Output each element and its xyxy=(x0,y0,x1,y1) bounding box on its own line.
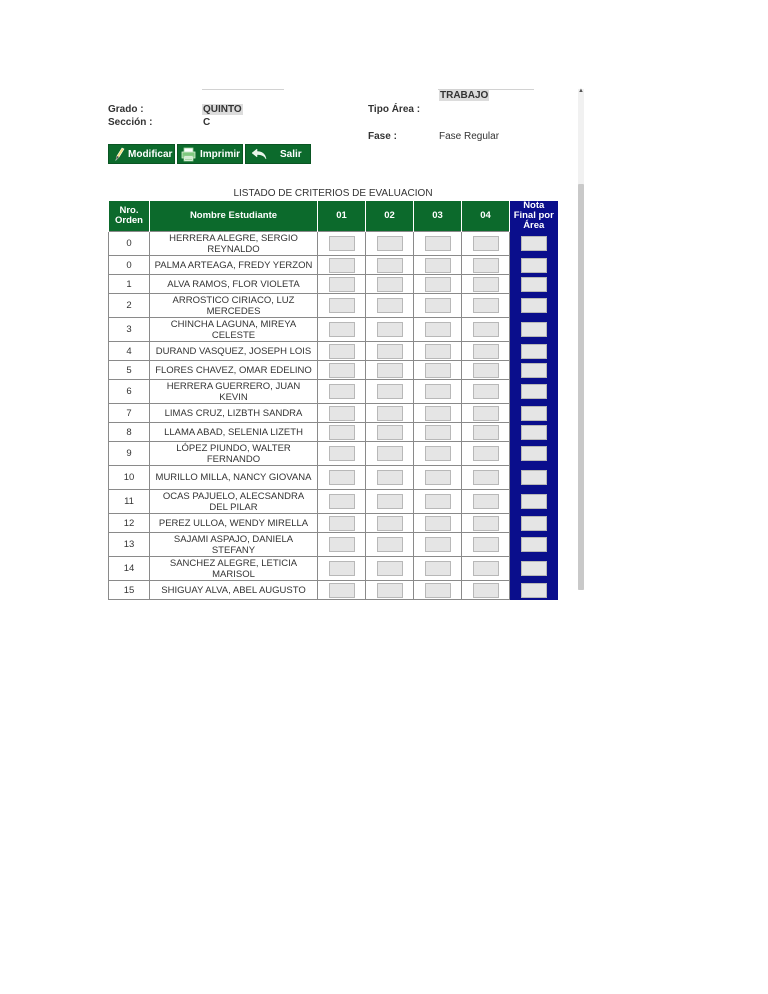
criterio-03-input[interactable] xyxy=(425,298,451,313)
criterio-04-input[interactable] xyxy=(473,406,499,421)
col-criterio-04-header: 04 xyxy=(462,201,510,232)
criterio-02-cell xyxy=(366,533,414,557)
nota-final-input[interactable] xyxy=(521,344,547,359)
criterio-04-cell xyxy=(462,423,510,442)
col-nota-final-header: Nota Final por Área xyxy=(510,201,558,232)
criterio-01-input[interactable] xyxy=(329,561,355,576)
criterio-03-input[interactable] xyxy=(425,322,451,337)
orden-cell: 15 xyxy=(109,581,150,600)
table-row xyxy=(109,466,558,490)
student-name-cell: SHIGUAY ALVA, ABEL AUGUSTO xyxy=(150,581,318,600)
orden-cell: 7 xyxy=(109,404,150,423)
criterio-04-cell xyxy=(462,557,510,581)
criterio-04-input[interactable] xyxy=(473,236,499,251)
criterio-04-input[interactable] xyxy=(473,363,499,378)
nota-final-cell xyxy=(510,294,558,318)
nota-final-input[interactable] xyxy=(521,298,547,313)
criterio-03-input[interactable] xyxy=(425,446,451,461)
criterio-02-input[interactable] xyxy=(377,516,403,531)
table-row xyxy=(109,275,558,294)
criterio-03-cell xyxy=(414,275,462,294)
criterio-02-input[interactable] xyxy=(377,561,403,576)
criterio-03-cell xyxy=(414,557,462,581)
orden-cell: 0 xyxy=(109,256,150,275)
table-row xyxy=(109,490,558,514)
criterio-03-cell xyxy=(414,380,462,404)
nota-final-input[interactable] xyxy=(521,470,547,485)
nota-final-cell xyxy=(510,490,558,514)
orden-cell: 0 xyxy=(109,232,150,256)
criterio-03-cell xyxy=(414,342,462,361)
orden-cell: 12 xyxy=(109,514,150,533)
table-header-row xyxy=(109,201,558,232)
criterio-02-cell xyxy=(366,361,414,380)
criterio-02-cell xyxy=(366,294,414,318)
student-name-cell: HERRERA ALEGRE, SERGIO REYNALDO xyxy=(150,232,318,256)
criterio-01-input[interactable] xyxy=(329,425,355,440)
col-criterio-03-header: 03 xyxy=(414,201,462,232)
criterio-02-input[interactable] xyxy=(377,446,403,461)
nota-final-cell xyxy=(510,581,558,600)
criterio-01-input[interactable] xyxy=(329,470,355,485)
nota-final-cell xyxy=(510,256,558,275)
evaluation-panel xyxy=(108,84,584,596)
nota-final-cell xyxy=(510,275,558,294)
criterio-01-cell xyxy=(318,490,366,514)
col-nombre-header: Nombre Estudiante xyxy=(150,201,318,232)
criterio-01-cell xyxy=(318,442,366,466)
nota-final-cell xyxy=(510,361,558,380)
criterio-02-cell xyxy=(366,404,414,423)
nota-final-cell xyxy=(510,466,558,490)
criterio-04-input[interactable] xyxy=(473,277,499,292)
criterio-03-input[interactable] xyxy=(425,384,451,399)
tipo-area-label: Tipo Área : xyxy=(368,104,421,115)
student-name-cell: DURAND VASQUEZ, JOSEPH LOIS xyxy=(150,342,318,361)
criterio-03-cell xyxy=(414,581,462,600)
criterio-04-input[interactable] xyxy=(473,561,499,576)
criterio-03-cell xyxy=(414,490,462,514)
criterio-02-input[interactable] xyxy=(377,583,403,598)
student-name-cell: SANCHEZ ALEGRE, LETICIA MARISOL xyxy=(150,557,318,581)
criterio-04-input[interactable] xyxy=(473,344,499,359)
criterio-02-cell xyxy=(366,514,414,533)
student-name-cell: HERRERA GUERRERO, JUAN KEVIN xyxy=(150,380,318,404)
criterio-01-cell xyxy=(318,514,366,533)
criterio-01-input[interactable] xyxy=(329,583,355,598)
table-row xyxy=(109,232,558,256)
criterio-01-cell xyxy=(318,232,366,256)
criterio-01-cell xyxy=(318,466,366,490)
criterio-04-cell xyxy=(462,232,510,256)
grado-value: QUINTO xyxy=(203,104,242,115)
criterio-02-input[interactable] xyxy=(377,470,403,485)
criterio-02-cell xyxy=(366,256,414,275)
nota-final-input[interactable] xyxy=(521,583,547,598)
criterio-01-cell xyxy=(318,318,366,342)
table-row xyxy=(109,294,558,318)
criterio-04-cell xyxy=(462,442,510,466)
criterio-01-input[interactable] xyxy=(329,406,355,421)
criterio-04-cell xyxy=(462,581,510,600)
nota-final-cell xyxy=(510,342,558,361)
table-caption: LISTADO DE CRITERIOS DE EVALUACION xyxy=(233,188,433,199)
criterio-04-cell xyxy=(462,490,510,514)
modificar-label: Modificar xyxy=(128,148,173,160)
criterio-01-cell xyxy=(318,275,366,294)
criterio-01-cell xyxy=(318,294,366,318)
criterio-02-input[interactable] xyxy=(377,258,403,273)
orden-cell: 8 xyxy=(109,423,150,442)
criterio-03-cell xyxy=(414,514,462,533)
criterio-03-input[interactable] xyxy=(425,516,451,531)
criterio-02-input[interactable] xyxy=(377,537,403,552)
table-row xyxy=(109,318,558,342)
criterio-01-input[interactable] xyxy=(329,344,355,359)
criterio-01-input[interactable] xyxy=(329,322,355,337)
criterio-02-cell xyxy=(366,380,414,404)
criterio-01-cell xyxy=(318,380,366,404)
criterio-02-input[interactable] xyxy=(377,406,403,421)
criterio-03-input[interactable] xyxy=(425,425,451,440)
criterio-02-input[interactable] xyxy=(377,298,403,313)
criterio-04-cell xyxy=(462,275,510,294)
criterio-03-input[interactable] xyxy=(425,494,451,509)
table-row xyxy=(109,581,558,600)
student-name-cell: ARROSTICO CIRIACO, LUZ MERCEDES xyxy=(150,294,318,318)
nota-final-input[interactable] xyxy=(521,516,547,531)
criterio-02-cell xyxy=(366,442,414,466)
table-row xyxy=(109,361,558,380)
nota-final-input[interactable] xyxy=(521,537,547,552)
col-orden-header: Nro. Orden xyxy=(109,201,150,232)
printer-icon xyxy=(181,147,196,162)
student-name-cell: SAJAMI ASPAJO, DANIELA STEFANY xyxy=(150,533,318,557)
salir-button[interactable] xyxy=(245,144,311,164)
criterio-03-cell xyxy=(414,294,462,318)
criterio-01-input[interactable] xyxy=(329,363,355,378)
criterio-02-cell xyxy=(366,557,414,581)
orden-cell: 10 xyxy=(109,466,150,490)
table-row xyxy=(109,380,558,404)
criterio-02-cell xyxy=(366,275,414,294)
criterio-03-input[interactable] xyxy=(425,406,451,421)
criterio-04-input[interactable] xyxy=(473,516,499,531)
criterio-04-input[interactable] xyxy=(473,446,499,461)
criterio-02-cell xyxy=(366,581,414,600)
criterio-03-cell xyxy=(414,442,462,466)
criterio-02-cell xyxy=(366,466,414,490)
criterio-01-input[interactable] xyxy=(329,446,355,461)
criterio-03-cell xyxy=(414,361,462,380)
student-name-cell: CHINCHA LAGUNA, MIREYA CELESTE xyxy=(150,318,318,342)
imprimir-button[interactable] xyxy=(177,144,243,164)
orden-cell: 5 xyxy=(109,361,150,380)
criterio-01-input[interactable] xyxy=(329,277,355,292)
table-row xyxy=(109,342,558,361)
criterio-03-cell xyxy=(414,533,462,557)
criterio-01-cell xyxy=(318,256,366,275)
criterio-04-input[interactable] xyxy=(473,494,499,509)
scrollbar-thumb[interactable] xyxy=(578,184,584,590)
student-name-cell: FLORES CHAVEZ, OMAR EDELINO xyxy=(150,361,318,380)
criterio-04-cell xyxy=(462,361,510,380)
student-name-cell: PEREZ ULLOA, WENDY MIRELLA xyxy=(150,514,318,533)
nota-final-input[interactable] xyxy=(521,384,547,399)
criterio-03-input[interactable] xyxy=(425,363,451,378)
criterio-02-input[interactable] xyxy=(377,236,403,251)
criterio-01-cell xyxy=(318,423,366,442)
criterio-04-input[interactable] xyxy=(473,384,499,399)
criterio-01-cell xyxy=(318,361,366,380)
fase-label: Fase : xyxy=(368,131,397,142)
imprimir-label: Imprimir xyxy=(200,148,241,160)
table-row xyxy=(109,557,558,581)
criterio-02-input[interactable] xyxy=(377,277,403,292)
table-row xyxy=(109,423,558,442)
criterio-03-cell xyxy=(414,423,462,442)
back-arrow-icon xyxy=(250,147,268,161)
criteria-table xyxy=(108,201,558,600)
criterio-02-input[interactable] xyxy=(377,322,403,337)
criterio-01-cell xyxy=(318,533,366,557)
nota-final-input[interactable] xyxy=(521,236,547,251)
nota-final-input[interactable] xyxy=(521,322,547,337)
orden-cell: 2 xyxy=(109,294,150,318)
criterio-03-cell xyxy=(414,404,462,423)
criterio-02-input[interactable] xyxy=(377,494,403,509)
student-name-cell: LLAMA ABAD, SELENIA LIZETH xyxy=(150,423,318,442)
nota-final-cell xyxy=(510,533,558,557)
criterio-02-input[interactable] xyxy=(377,425,403,440)
table-row xyxy=(109,256,558,275)
nota-final-input[interactable] xyxy=(521,494,547,509)
col-criterio-01-header: 01 xyxy=(318,201,366,232)
orden-cell: 14 xyxy=(109,557,150,581)
col-criterio-02-header: 02 xyxy=(366,201,414,232)
criterio-04-cell xyxy=(462,533,510,557)
criterio-01-cell xyxy=(318,404,366,423)
seccion-value: C xyxy=(203,117,211,128)
criterio-04-input[interactable] xyxy=(473,537,499,552)
nota-final-cell xyxy=(510,557,558,581)
criterio-03-cell xyxy=(414,256,462,275)
nota-final-input[interactable] xyxy=(521,363,547,378)
criterio-01-input[interactable] xyxy=(329,236,355,251)
orden-cell: 1 xyxy=(109,275,150,294)
table-row xyxy=(109,514,558,533)
divider xyxy=(202,89,284,90)
fase-value: Fase Regular xyxy=(439,131,500,142)
criterio-01-input[interactable] xyxy=(329,537,355,552)
orden-cell: 13 xyxy=(109,533,150,557)
student-name-cell: MURILLO MILLA, NANCY GIOVANA xyxy=(150,466,318,490)
student-name-cell: OCAS PAJUELO, ALECSANDRA DEL PILAR xyxy=(150,490,318,514)
nota-final-cell xyxy=(510,404,558,423)
criterio-04-cell xyxy=(462,294,510,318)
nota-final-cell xyxy=(510,232,558,256)
criterio-03-cell xyxy=(414,232,462,256)
criterio-03-cell xyxy=(414,466,462,490)
criterio-04-cell xyxy=(462,404,510,423)
criterio-04-cell xyxy=(462,380,510,404)
criterio-02-cell xyxy=(366,490,414,514)
orden-cell: 9 xyxy=(109,442,150,466)
criterio-03-input[interactable] xyxy=(425,583,451,598)
criterio-01-cell xyxy=(318,342,366,361)
criterio-02-input[interactable] xyxy=(377,384,403,399)
criterio-02-cell xyxy=(366,232,414,256)
criterio-01-input[interactable] xyxy=(329,494,355,509)
orden-cell: 11 xyxy=(109,490,150,514)
criterio-04-input[interactable] xyxy=(473,425,499,440)
grado-label: Grado : xyxy=(108,104,144,115)
criterio-02-cell xyxy=(366,423,414,442)
criterio-02-input[interactable] xyxy=(377,363,403,378)
orden-cell: 4 xyxy=(109,342,150,361)
nota-final-input[interactable] xyxy=(521,258,547,273)
orden-cell: 3 xyxy=(109,318,150,342)
nota-final-input[interactable] xyxy=(521,425,547,440)
nota-final-cell xyxy=(510,318,558,342)
nota-final-input[interactable] xyxy=(521,561,547,576)
student-name-cell: LÓPEZ PIUNDO, WALTER FERNANDO xyxy=(150,442,318,466)
table-row xyxy=(109,404,558,423)
criterio-03-cell xyxy=(414,318,462,342)
criterio-04-input[interactable] xyxy=(473,470,499,485)
criterio-04-input[interactable] xyxy=(473,298,499,313)
criterio-01-cell xyxy=(318,557,366,581)
criterio-04-input[interactable] xyxy=(473,322,499,337)
criterio-01-input[interactable] xyxy=(329,384,355,399)
criterio-01-cell xyxy=(318,581,366,600)
student-name-cell: PALMA ARTEAGA, FREDY YERZON xyxy=(150,256,318,275)
modificar-button[interactable] xyxy=(108,144,175,164)
criterio-03-input[interactable] xyxy=(425,561,451,576)
criterio-04-cell xyxy=(462,466,510,490)
criterio-04-cell xyxy=(462,256,510,275)
scroll-up-icon[interactable]: ▲ xyxy=(578,88,584,94)
criterio-01-input[interactable] xyxy=(329,298,355,313)
criterio-03-input[interactable] xyxy=(425,277,451,292)
nota-final-cell xyxy=(510,514,558,533)
nota-final-cell xyxy=(510,423,558,442)
criterio-03-input[interactable] xyxy=(425,258,451,273)
criterio-03-input[interactable] xyxy=(425,537,451,552)
criterio-04-cell xyxy=(462,514,510,533)
nota-final-cell xyxy=(510,442,558,466)
tipo-area-value: TRABAJO xyxy=(440,90,489,101)
student-name-cell: LIMAS CRUZ, LIZBTH SANDRA xyxy=(150,404,318,423)
salir-label: Salir xyxy=(280,148,302,160)
criterio-02-cell xyxy=(366,318,414,342)
pencil-icon xyxy=(114,147,125,161)
criterio-04-cell xyxy=(462,342,510,361)
nota-final-input[interactable] xyxy=(521,406,547,421)
seccion-label: Sección : xyxy=(108,117,153,128)
nota-final-cell xyxy=(510,380,558,404)
criterio-03-input[interactable] xyxy=(425,470,451,485)
criterio-01-input[interactable] xyxy=(329,258,355,273)
orden-cell: 6 xyxy=(109,380,150,404)
criterio-04-input[interactable] xyxy=(473,258,499,273)
criterio-02-input[interactable] xyxy=(377,344,403,359)
criterio-04-cell xyxy=(462,318,510,342)
criterio-04-input[interactable] xyxy=(473,583,499,598)
criterio-01-input[interactable] xyxy=(329,516,355,531)
nota-final-input[interactable] xyxy=(521,277,547,292)
criterio-03-input[interactable] xyxy=(425,344,451,359)
criterio-02-cell xyxy=(366,342,414,361)
nota-final-input[interactable] xyxy=(521,446,547,461)
table-row xyxy=(109,533,558,557)
table-row xyxy=(109,442,558,466)
student-name-cell: ALVA RAMOS, FLOR VIOLETA xyxy=(150,275,318,294)
criterio-03-input[interactable] xyxy=(425,236,451,251)
